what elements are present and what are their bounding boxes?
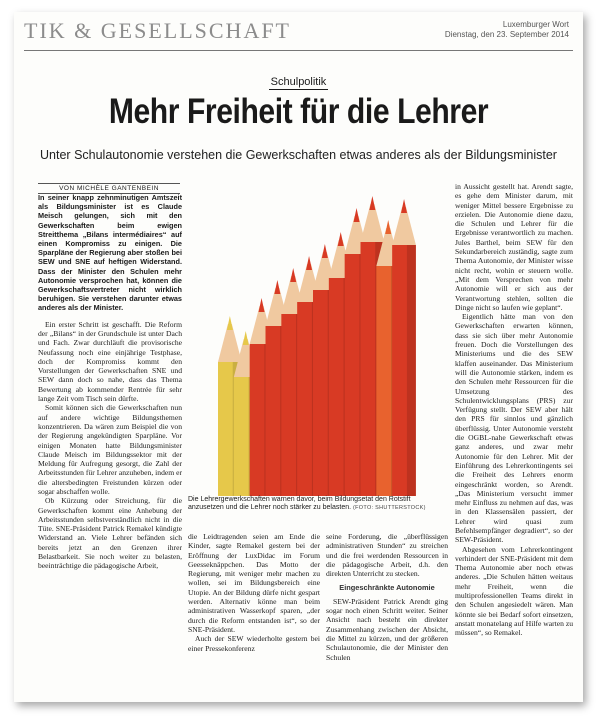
pencil-lead [259,298,265,312]
pencil-lead [338,232,344,246]
pencil-lead [243,331,249,345]
paragraph: Ob Kürzung oder Streichung, für die Gewerkschaften kommt eine Anhebung der Arbeitsstunden selbstverständlich nicht in die Tüte. SNE-Präsident Patrick Remakel kündigte Widerstand an. Viele Lehrer befänden sich bereits jetzt an den Grenzen ihrer Belastbarkeit. Sie noch weiter zu belasten, beeinträchtige die pädagogische Arbeit, [38,496,182,571]
paragraph: in Aussicht gestellt hat. Arendt sagte, es gehe dem Minister darum, mit weniger Mittel bessere Ergebnisse zu erzielen. Die Autonomie diene dazu, die Schulen und Lehrer für die Ergebnisse verantwortlich zu machen. Jules Barthel, beim SEW für den Sekundarbereich zuständig, sagte zum Thema Autonomie, der Minister wisse nicht recht, wohin er steuern wolle. „Mit dem Versprechen von mehr Autonomie will er sich aus der Verantwortung stehlen, sollten die Dinge nicht so laufen wie geplant“. [455,182,573,312]
paragraph: die Leidtragenden seien am Ende die Kinder, sagte Remakel gestern bei der Eröffnung der LuxDidac im Forum Geesseknäppchen. Das Motto der Regierung, mit weniger mehr machen zu wollen, sei im Bildungsbereich eine Utopie. An der Bildung dürfe nicht gespart werden. Alternativ könne man beim administrativen Wasserkopf sparen, „der durch die Reform entstanden ist“, so der SNE-Präsident. [188,532,320,634]
pencil-lead [322,244,328,258]
pencil-lead [290,268,296,282]
publication-date: Dienstag, den 23. September 2014 [444,30,569,39]
pencil-lead [369,196,375,210]
paragraph: Abgesehen vom Lehrerkontingent verhindert der SNE-Präsident mit dem Thema Autonomie aber noch etwas anderes. „Die Schulen hätten weitaus mehr Freiheit, wenn die multiprofessionellen Teams direkt in den Schulen angesiedelt wären. Man könnte sie bei Bedarf sofort einsetzen, anstatt monatelang auf Hilfe warten zu müssen“, so Remakel. [455,544,573,638]
paragraph: SEW-Präsident Patrick Arendt ging sogar noch einen Schritt weiter. Seiner Ansicht nach besteht ein direkter Zusammenhang zwischen der Absicht, die Mittel zu kürzen, und der größeren Schulautonomie, die der Minister den Schulen [326,596,448,662]
pencil-lead [227,316,233,330]
kicker [14,76,583,88]
paragraph: Somit können sich die Gewerkschaften nun auf andere wichtige Bildungsthemen konzentrieren. Da wären zum Beispiel die von der Regierung angekündigten Sparpläne. Vor einigen Monaten hatte Bildungsminister Claude Meisch im Bildungssektor mit der Meldung für Aufregung gesorgt, die Zahl der Arbeitsstunden für Lehrer anzuheben, indem er die altersbedingten Freistunden kürzen oder sogar abschaffen wolle. [38,403,182,496]
pencil-lead [274,280,280,294]
caption-text: Die Lehrergewerkschaften warnen davor, beim Bildungsetat den Rotstift anzusetzen und die Lehrer noch stärker zu belasten. [188,496,411,512]
publication-info [445,20,569,39]
pencil-lead [401,199,407,213]
paragraph: seine Forderung, die „überflüssigen administrativen Stunden“ zu streichen und die frei werdenden Ressourcen in die pädagogische Arbeit, d.h. den direkten Unterricht zu stecken. [326,532,448,579]
section-title: TIK & GESELLSCHAFT [24,18,291,43]
paragraph: Auch der SEW wiederholte gestern bei einer Pressekonferenz [188,634,320,653]
header-divider [24,50,573,51]
lead-paragraph: In seiner knapp zehnminutigen Amtszeit als Bildungsminister ist es Claude Meisch gelungen, sich mit den Gewerkschaften beim ewigen Streitthema „Bilans intermédiaires“ auf einen Kompromiss zu einigen. Die Sparpläne der Regierung aber stoßen bei SEW und SNE auf heftigen Widerstand. Dass der Minister den Schulen mehr Autonomie versprochen hat, können die Gewerkschaftsvertreter nicht wirklich beruhigen. Sie verstehen darunter etwas anderes als der Minister. [38,193,182,313]
article-column-1 [38,193,182,693]
newspaper-clipping [14,12,583,702]
article-column-3 [326,532,448,692]
page-header [14,12,583,58]
photo-caption [188,496,448,513]
article-column-4 [455,182,573,692]
pencil [392,199,416,496]
publication-name: Luxemburger Wort [502,20,569,29]
paragraph: Eigentlich hätte man von den Gewerkschaften erwarten können, dass sie sich über mehr Autonomie freuen. Doch die Vorstellungen des Ministeriums und die des SEW klaffen auseinander. Das Ministerium will die Autonomie stärken, indem es den Schulen mehr Ressourcen für die Umsetzung des Schulentwicklungsplans (PRS) zur Verfügung stellt. Der SEW aber hält den PRS für sinnlos und gänzlich überflüssig. Unter Autonomie versteht die OGBL-nahe Gewerkschaft etwas ganz anderes, und zwar mehr Autonomie für den Lehrer. Mit der Einführung des Lehrerkontingents sei die Freiheit des Lehrers enorm eingeschränkt worden, so Arendt. „Das Ministerium versucht immer mehr Einfluss zu nehmen auf das, was in den Klassensälen passiert, der Lehrer wird quasi zum Befehlsempfänger degradiert“, so der SEW-Präsident. [455,312,573,545]
headline: Mehr Freiheit für die Lehrer [108,92,489,131]
subheadline: Unter Schulautonomie verstehen die Gewerkschaften etwas anderes als der Bildungsminister [40,148,557,162]
pencil-lead [306,256,312,270]
intertitle: Eingeschränkte Autonomie [339,583,435,593]
paragraph: Ein erster Schritt ist geschafft. Die Reform der „Bilans“ in der Grundschule ist unter Dach und Fach. Zwar durchläuft die provisorische Neufassung noch eine einjährige Testphase, doch der Kompromiss kommt den Vorstellungen der Gewerkschaften SNE und SEW dann doch so nahe, dass das Thema Bewertung ab kommender Rentrée für sehr lange Zeit vom Tisch sein dürfte. [38,319,182,404]
photo-credit: (FOTO: SHUTTERSTOCK) [353,505,426,512]
kicker-text: Schulpolitik [270,76,327,88]
byline: VON MICHÈLE GANTENBEIN [38,183,180,194]
pencil-lead [385,220,391,234]
pencils-photo [188,188,448,496]
pencil-shade [407,245,416,496]
article-column-2 [188,532,320,692]
pencil-lead [354,208,360,222]
